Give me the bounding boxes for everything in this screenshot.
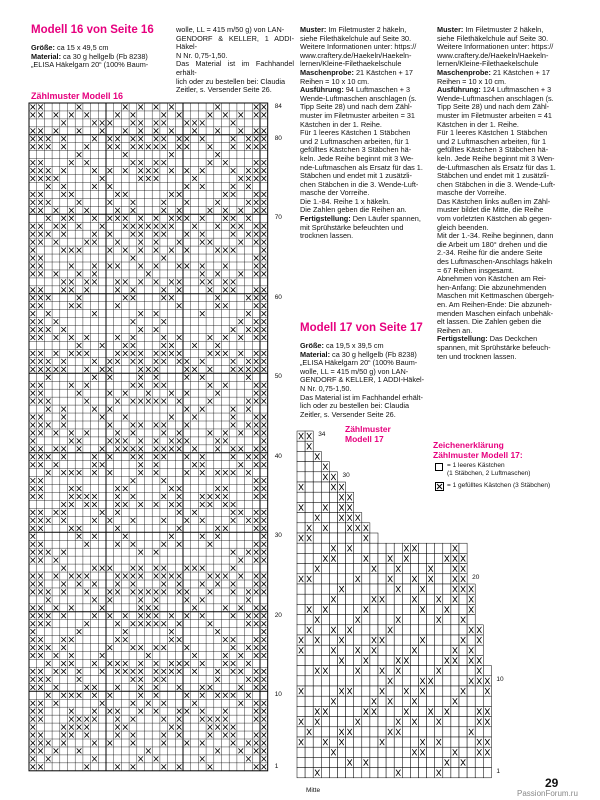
m16-info2-line: wolle, LL = 415 m/50 g) von LAN- [176,25,285,34]
text-line: Reihen = 10 x 10 cm. [300,76,370,86]
text-line: Kästchen in der 1. Reihe. [300,119,382,129]
text-line: masche der Vorreihe. [437,188,507,198]
m17-chart-title-line: Modell 17 [345,434,384,444]
text-line: keln. Jede Reihe beginnt mit 3 Wen- [437,153,555,163]
legend-filled-box-icon [435,482,444,491]
text-line: spannen, mit Sprühstärke befeuch- [437,342,551,352]
text-line: Mit der 1.-34. Reihe beginnen, dann [437,231,554,241]
m17-instructions [437,26,562,361]
legend-empty-line: = 1 leeres Kästchen [447,462,505,469]
row-label: 20 [472,573,480,581]
text-line: = 67 Reihen insgesamt. [437,265,514,275]
m16-info-line-1: Material: ca 30 g hellgelb (Fb 8238) [31,51,148,61]
text-line: chen Stäbchen in die 3. Wende-Luft- [300,179,419,189]
text-line: des Luftmaschen-Anschlags häkeln [437,257,553,267]
text-line: lich oder zu bestellen bei: Claudia [300,401,410,411]
row-label: 20 [274,611,282,619]
text-line: Weitere Informationen unter: https:// [300,42,417,52]
text-line: Das Kästchen links außen im Zähl- [437,196,551,206]
row-label: 34 [318,431,326,438]
text-line: Fertigstellung: Den Läufer spannen, [300,214,421,224]
text-line: Weitere Informationen unter: https:// [437,42,554,52]
m17-info [300,342,425,419]
text-line: Reihen an. [437,325,473,335]
legend-empty-line: (1 Stäbchen, 2 Luftmaschen) [447,470,531,477]
row-label: 60 [274,293,282,301]
text-line: siehe Filethäkelchule auf Seite 30. [300,33,412,43]
text-line: N Nr. 0,75-1,50. [300,383,352,393]
text-line: wolle, LL = 415 m/50 g) von LAN- [300,366,409,376]
text-line: mit Sprühstärke befeuchten und [300,222,404,232]
text-line: Zeitler, s. Versender Seite 26. [300,409,396,419]
m16-info2-line: GENDORF & KELLER, 1 ADDI-Häkel- [176,33,294,52]
legend-empty-box-icon [435,463,443,471]
text-line: Reihen = 10 x 10 cm. [437,76,507,86]
row-label: 50 [274,373,282,381]
text-line: Material: ca 30 g hellgelb (Fb 8238) [300,349,417,359]
text-line: Für 1 leeres Kästchen 1 Stäbchen [437,128,548,138]
text-line: „ELISA Häkelgarn 20“ (100% Baum- [300,358,418,368]
text-line: vom vorletzten Kästchen ab gegen- [437,214,552,224]
text-line: Fertigstellung: Das Deckchen [437,334,538,344]
legend-title-line: Zählmuster Modell 17: [433,450,523,460]
m16-chart-grid [28,102,269,772]
text-line: gleich beenden. [437,222,489,232]
text-line: muster bildet die Mitte, die Reihe [437,205,544,215]
text-line: Ausführung: 94 Luftmaschen + 3 [300,85,411,95]
row-label: 30 [342,471,350,479]
text-line: Die 1.-84. Reihe 1 x häkeln. [300,196,391,206]
row-label: 1 [496,767,501,775]
m17-heading: Modell 17 von Seite 17 [300,322,423,334]
row-label: 10 [274,691,282,699]
text-line: Tipp Seite 28) und nach dem Zähl- [437,102,550,112]
row-label: 80 [274,134,282,142]
page-number: 29 [545,776,559,790]
m16-chart-title: Zählmuster Modell 16 [31,91,124,101]
row-label: 40 [274,452,282,460]
text-line: Die Zahlen geben die Reihen an. [300,205,407,215]
m16-info2-line: Das Material ist im Fachhandel erhält- [176,59,294,77]
text-line: menden Maschen einfach unbehäk- [437,308,554,318]
text-line: GENDORF & KELLER, 1 ADDI-Häkel- [300,375,425,385]
row-label: 84 [274,103,282,110]
text-line: Muster: Im Filetmuster 2 häkeln, [300,25,407,34]
text-line: und 2 Luftmaschen arbeiten, für 1 [437,136,547,146]
text-line: Wende-Luftmaschen anschlagen (s. [437,93,554,103]
text-line: Das Material ist im Fachhandel erhält- [300,392,423,402]
m16-info2-line: Zeitler, s. Versender Seite 26. [176,85,272,95]
text-line: muster im Filetmuster arbeiten = 31 [300,110,415,120]
text-line: die Arbeit um 180° drehen und die [437,239,548,249]
m16-info-line-2: „ELISA Häkelgarn 20“ (100% Baum- [31,60,149,70]
m16-info-continued [176,26,294,95]
row-label: 70 [274,214,282,222]
text-line: Ausführung: 124 Luftmaschen + 3 [437,85,552,95]
text-line: Für 1 leeres Kästchen 1 Stäbchen [300,128,411,138]
text-line: chen Stäbchen in die 3. Wende-Luft- [437,179,556,189]
legend-title-line: Zeichenerklärung [433,440,504,450]
m16-instructions [300,26,425,241]
text-line: siehe Filethäkelchule auf Seite 30. [437,33,549,43]
text-line: masche der Vorreihe. [300,188,370,198]
m16-info2-line: N Nr. 0,75-1,50. [176,50,228,60]
text-line: en. Am Reihen-Ende: Die abzuneh- [437,300,552,309]
text-line: Maschenprobe: 21 Kästchen + 17 [437,67,550,77]
text-line: Kästchen in der 1. Reihe. [437,119,519,129]
m17-chart-title-line: Zählmuster [345,424,391,434]
text-line: www.craftery.de/Haekeln/Haekeln- [300,50,412,60]
row-label: 30 [274,532,282,540]
text-line: Abnehmen von Kästchen am Rei- [437,274,547,284]
text-line: lernen/Kleine-Filethaekelschule [437,59,539,69]
text-line: keln. Jede Reihe beginnt mit 3 We- [300,153,414,163]
text-line: Wende-Luftmaschen anschlagen (s. [300,93,417,103]
text-line: muster im Filetmuster arbeiten = 41 [437,110,552,120]
text-line: Muster: Im Filetmuster 2 häkeln, [437,25,544,34]
text-line: 2.-34. Reihe für die andere Seite [437,248,543,258]
row-label: 10 [496,675,504,683]
text-line: lernen/Kleine-Filethaekelschule [300,59,402,69]
legend-filled-text: = 1 gefülltes Kästchen (3 Stäbchen) [447,482,551,489]
m16-info2-line: lich oder zu bestellen bei: Claudia [176,76,286,86]
text-line: elt lassen. Die Zahlen geben die [437,317,542,327]
text-line: Stäbchen und endet mit 1 zusätzli- [300,171,412,181]
text-line: Maschen mit Kettmaschen übergeh- [437,291,555,301]
text-line: und 2 Luftmaschen arbeiten, für 1 [300,136,410,146]
text-line: ten und trocknen lassen. [437,351,517,361]
text-line: Stäbchen und endet mit 1 zusätzli- [437,171,549,181]
text-line: trocknen lassen. [300,231,354,241]
text-line: Größe: ca 19,5 x 39,5 cm [300,341,384,350]
m16-info [31,44,181,70]
text-line: gefülltes Kästchen 3 Stäbchen hä- [300,145,412,155]
text-line: de-Luftmaschen als Ersatz für das 1. [437,162,556,172]
text-line: Tipp Seite 28) und nach dem Zähl- [300,102,413,112]
text-line: hen-Anfang: Die abzunehmenden [437,282,547,292]
legend-title [433,440,523,460]
site-watermark: PassionForum.ru [517,789,578,798]
m16-heading: Modell 16 von Seite 16 [31,24,154,36]
text-line: nde-Luftmaschen als Ersatz für das 1. [300,162,423,172]
text-line: www.craftery.de/Haekeln/Haekeln- [437,50,549,60]
legend-empty-text [447,462,530,478]
m17-mitte-label: Mitte [306,787,321,794]
row-label: 1 [274,762,279,770]
text-line: gefülltes Kästchen 3 Stäbchen hä- [437,145,549,155]
text-line: Maschenprobe: 21 Kästchen + 17 [300,67,413,77]
m16-info-line-0: Größe: ca 15 x 49,5 cm [31,43,109,52]
